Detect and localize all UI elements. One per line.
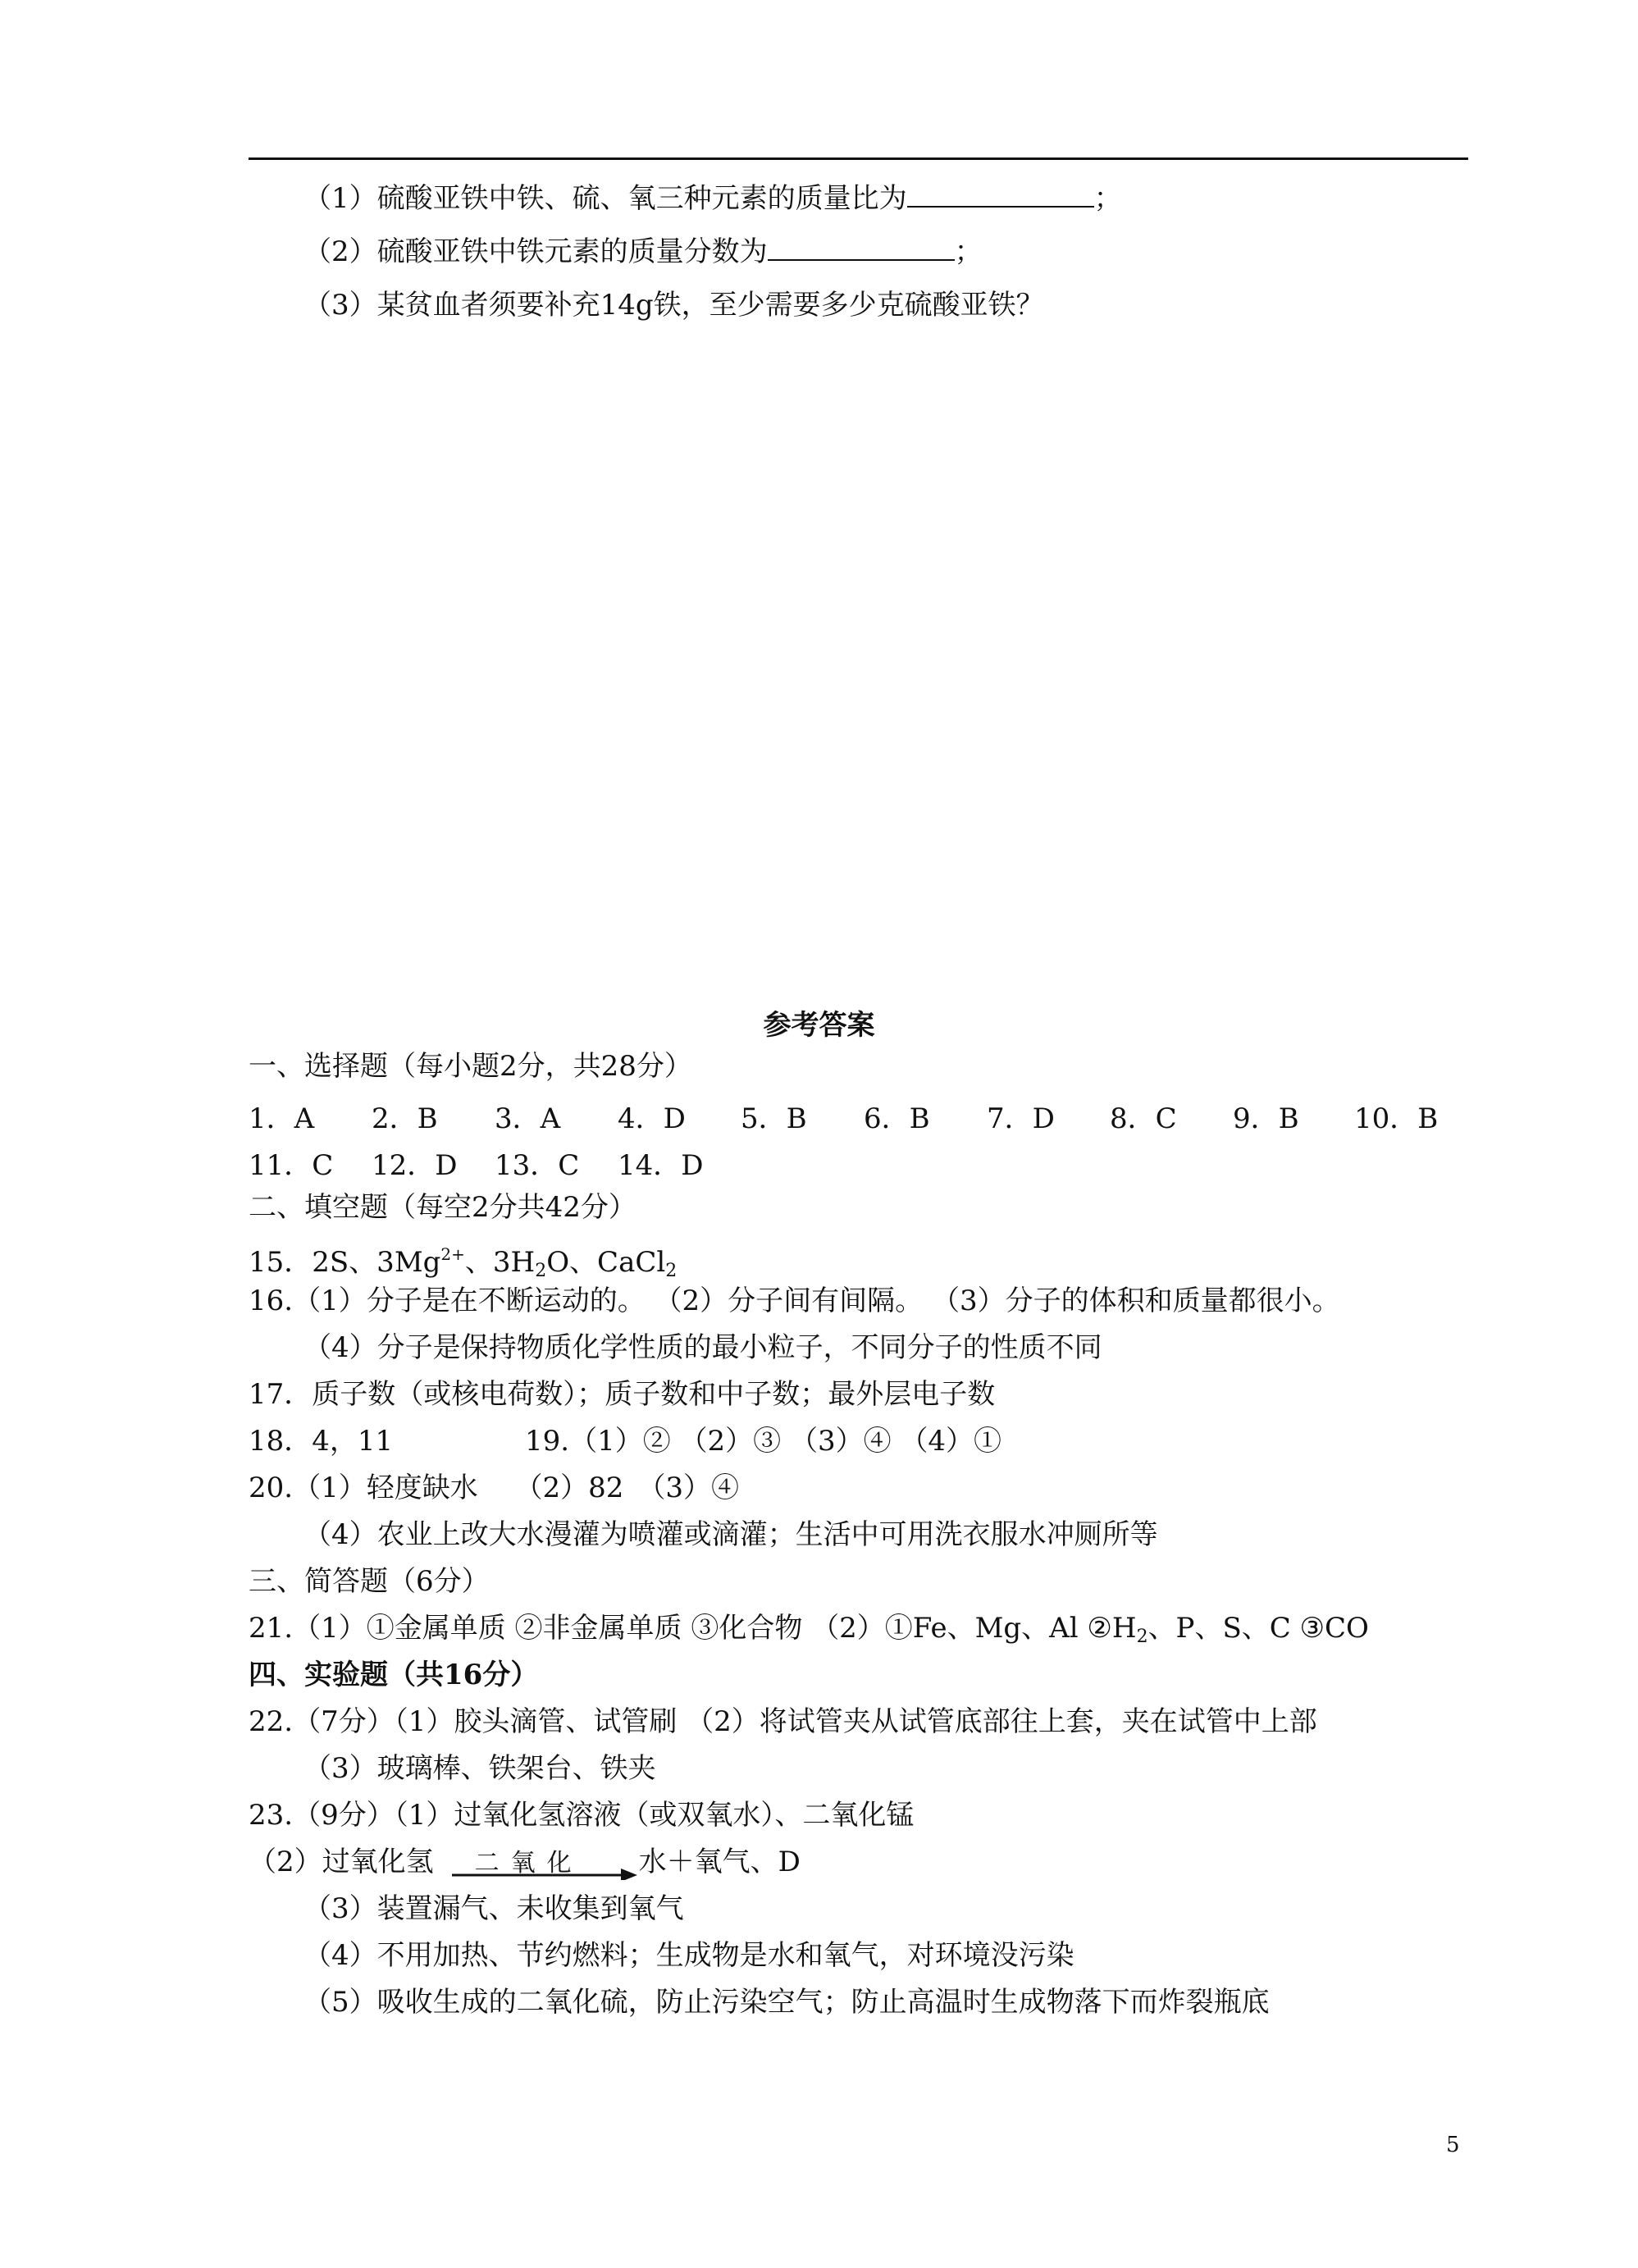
- mc-answers-row-2: [249, 1143, 987, 1182]
- answer-23-line-4: （4）不用加热、节约燃料；生成物是水和氧气，对环境没污染: [303, 1939, 1075, 1972]
- question-1-end: ；: [1093, 182, 1122, 215]
- answer-20-line-2: （4）农业上改大水漫灌为喷灌或滴灌；生活中可用洗衣服水冲厕所等: [303, 1518, 1158, 1551]
- catalyst-label: 二氧化: [474, 1849, 583, 1878]
- section-2-heading: 二、填空题（每空2分共42分）: [249, 1191, 636, 1224]
- question-1-text: （1）硫酸亚铁中铁、硫、氧三种元素的质量比为: [303, 182, 907, 215]
- answer-blank-1: [907, 181, 1094, 208]
- question-2: [303, 234, 983, 270]
- mc-answers-row-1: [249, 1096, 1471, 1135]
- mc-answer: 4．D: [618, 1102, 686, 1135]
- mc-answer: 7．D: [987, 1102, 1055, 1135]
- answer-16-line-1: 16.（1）分子是在不断运动的。 （2）分子间有间隔。 （3）分子的体积和质量都很小。: [249, 1285, 1340, 1317]
- question-3: （3）某贫血者须要补充14g铁，至少需要多少克硫酸亚铁？: [303, 289, 1044, 322]
- answer-17: 17．质子数（或核电荷数）；质子数和中子数；最外层电子数: [249, 1378, 996, 1411]
- reaction-arrow: [452, 1847, 639, 1880]
- answer-15-subscript: 2: [665, 1261, 678, 1281]
- mc-answer: 14．D: [618, 1149, 704, 1182]
- mc-answer: 1．A: [249, 1102, 315, 1135]
- arrow-icon: [452, 1847, 639, 1880]
- answer-21: [249, 1610, 1369, 1655]
- answer-23-line-3: （3）装置漏气、未收集到氧气: [303, 1892, 684, 1925]
- answer-15-text: 、3H: [464, 1246, 536, 1279]
- answer-blank-2: [768, 235, 955, 261]
- mc-answer: 12．D: [372, 1149, 458, 1182]
- answer-21-text: 21.（1）①金属单质 ②非金属单质 ③化合物 （2）①Fe、Mg、Al ②H: [249, 1612, 1137, 1645]
- question-2-text: （2）硫酸亚铁中铁元素的质量分数为: [303, 235, 768, 268]
- mc-answer: 9．B: [1233, 1102, 1299, 1135]
- mc-answer: 5．B: [741, 1102, 807, 1135]
- answer-23-line-5: （5）吸收生成的二氧化硫，防止污染空气；防止高温时生成物落下而炸裂瓶底: [303, 1986, 1270, 2019]
- answer-21-text: 、P、S、C ③CO: [1148, 1612, 1369, 1645]
- answer-23-reactant: （2）过氧化氢: [249, 1846, 434, 1878]
- answer-23-line-1: 23.（9分）（1）过氧化氢溶液（或双氧水）、二氧化锰: [249, 1799, 915, 1832]
- answer-20-line-1: 20.（1）轻度缺水 （2）82 （3）④: [249, 1472, 740, 1504]
- answer-15-charge: 2+: [440, 1244, 465, 1264]
- page-number: 5: [1446, 2133, 1460, 2157]
- answer-15-text: 15．2S、3Mg: [249, 1246, 441, 1279]
- answer-23-line-2: [249, 1844, 801, 1880]
- mc-answer: 8．C: [1110, 1102, 1177, 1135]
- mc-answer: 11．C: [249, 1149, 334, 1182]
- mc-answer: 13．C: [495, 1149, 580, 1182]
- answer-22-line-2: （3）玻璃棒、铁架台、铁夹: [303, 1752, 656, 1785]
- header-rule: [249, 157, 1468, 160]
- answer-19: 19.（1）② （2）③ （3）④ （4）①: [525, 1425, 1002, 1458]
- question-1: [303, 180, 1122, 217]
- answer-15: [249, 1236, 677, 1289]
- answer-22-line-1: 22.（7分）（1）胶头滴管、试管刷 （2）将试管夹从试管底部往上套，夹在试管中上部: [249, 1705, 1317, 1738]
- section-4-heading: 四、实验题（共16分）: [249, 1659, 539, 1691]
- mc-answer: 6．B: [864, 1102, 930, 1135]
- answer-16-line-2: （4）分子是保持物质化学性质的最小粒子，不同分子的性质不同: [303, 1331, 1102, 1364]
- answer-title: 参考答案: [763, 1009, 875, 1042]
- answer-18: 18．4，11: [249, 1425, 394, 1458]
- section-3-heading: 三、简答题（6分）: [249, 1565, 490, 1598]
- question-2-end: ；: [954, 235, 983, 268]
- answer-21-subscript: 2: [1136, 1627, 1148, 1647]
- answer-15-subscript: 2: [535, 1261, 547, 1281]
- mc-answer: 2．B: [372, 1102, 438, 1135]
- section-1-heading: 一、选择题（每小题2分，共28分）: [249, 1050, 692, 1083]
- mc-answer: 3．A: [495, 1102, 561, 1135]
- answer-23-products: 水＋氧气、D: [638, 1846, 801, 1878]
- mc-answer: 10．B: [1354, 1102, 1439, 1135]
- answer-15-text: O、CaCl: [546, 1246, 666, 1279]
